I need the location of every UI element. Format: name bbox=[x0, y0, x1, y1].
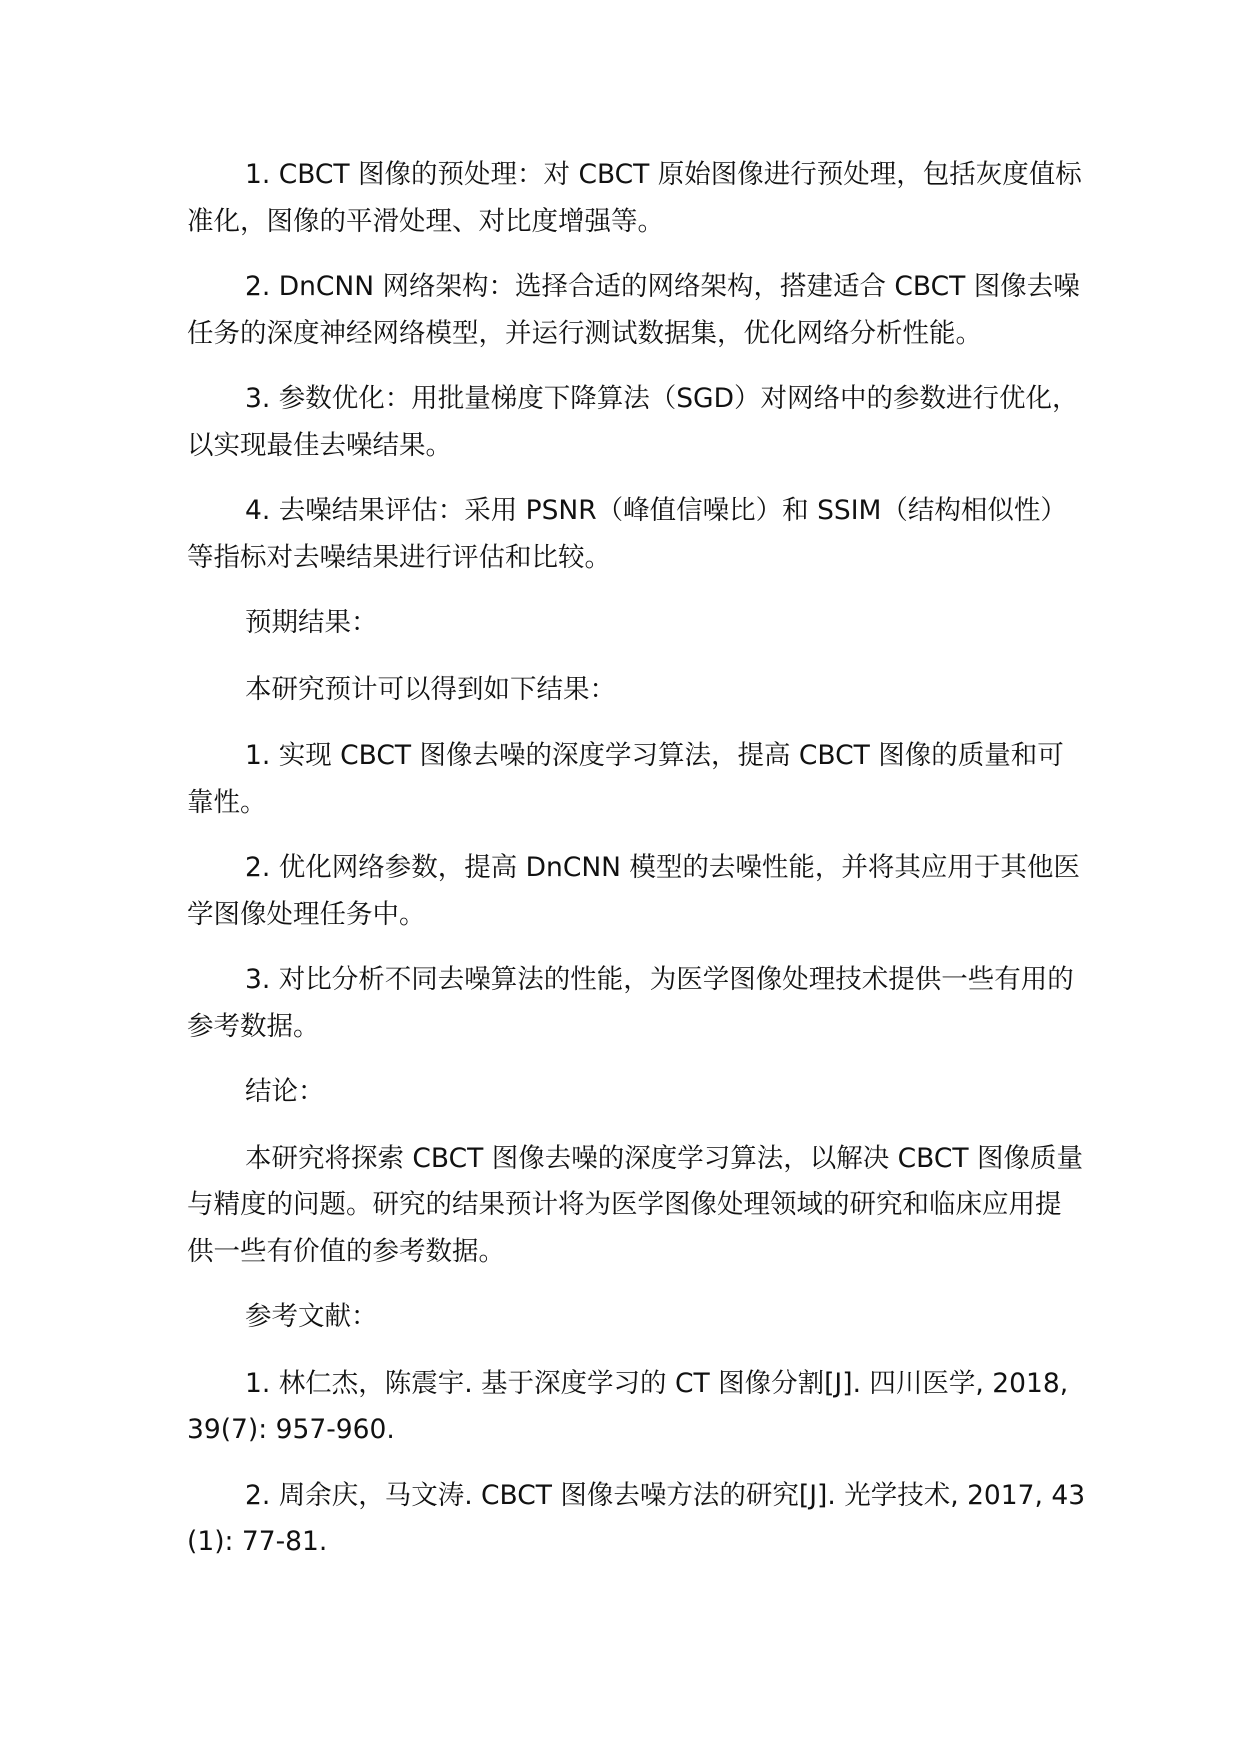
method-step-3: 3. 参数优化：用批量梯度下降算法（SGD）对网络中的参数进行优化，以实现最佳去噪结果。 bbox=[187, 383, 1079, 461]
method-step-2: 2. DnCNN 网络架构：选择合适的网络架构，搭建适合 CBCT 图像去噪任务的深度神经网络模型，并运行测试数据集，优化网络分析性能。 bbox=[187, 271, 1080, 349]
expected-result-2: 2. 优化网络参数，提高 DnCNN 模型的去噪性能，并将其应用于其他医学图像处理任务中。 bbox=[187, 852, 1080, 930]
reference-1: 1. 林仁杰，陈震宇. 基于深度学习的 CT 图像分割[J]. 四川医学, 2018, 39(7): 957-960. bbox=[187, 1367, 1069, 1445]
expected-result-1: 1. 实现 CBCT 图像去噪的深度学习算法，提高 CBCT 图像的质量和可靠性。 bbox=[187, 740, 1064, 818]
conclusion-heading: 结论： bbox=[245, 1076, 325, 1107]
expected-results-intro: 本研究预计可以得到如下结果： bbox=[245, 673, 616, 705]
reference-2: 2. 周余庆，马文涛. CBCT 图像去噪方法的研究[J]. 光学技术, 2017, 43(1): 77-81. bbox=[187, 1479, 1086, 1557]
references-heading: 参考文献： bbox=[245, 1301, 378, 1332]
document-body bbox=[187, 152, 1087, 1585]
expected-result-3: 3. 对比分析不同去噪算法的性能，为医学图像处理技术提供一些有用的参考数据。 bbox=[187, 964, 1074, 1042]
expected-results-heading: 预期结果： bbox=[245, 607, 378, 638]
conclusion-text: 本研究将探索 CBCT 图像去噪的深度学习算法，以解决 CBCT 图像质量与精度的问题。研究的结果预计将为医学图像处理领域的研究和临床应用提供一些有价值的参考数据。 bbox=[187, 1142, 1084, 1267]
method-step-1: 1. CBCT 图像的预处理：对 CBCT 原始图像进行预处理，包括灰度值标准化，图像的平滑处理、对比度增强等。 bbox=[187, 159, 1082, 237]
method-step-4: 4. 去噪结果评估：采用 PSNR（峰值信噪比）和 SSIM（结构相似性）等指标对去噪结果进行评估和比较。 bbox=[187, 495, 1067, 573]
